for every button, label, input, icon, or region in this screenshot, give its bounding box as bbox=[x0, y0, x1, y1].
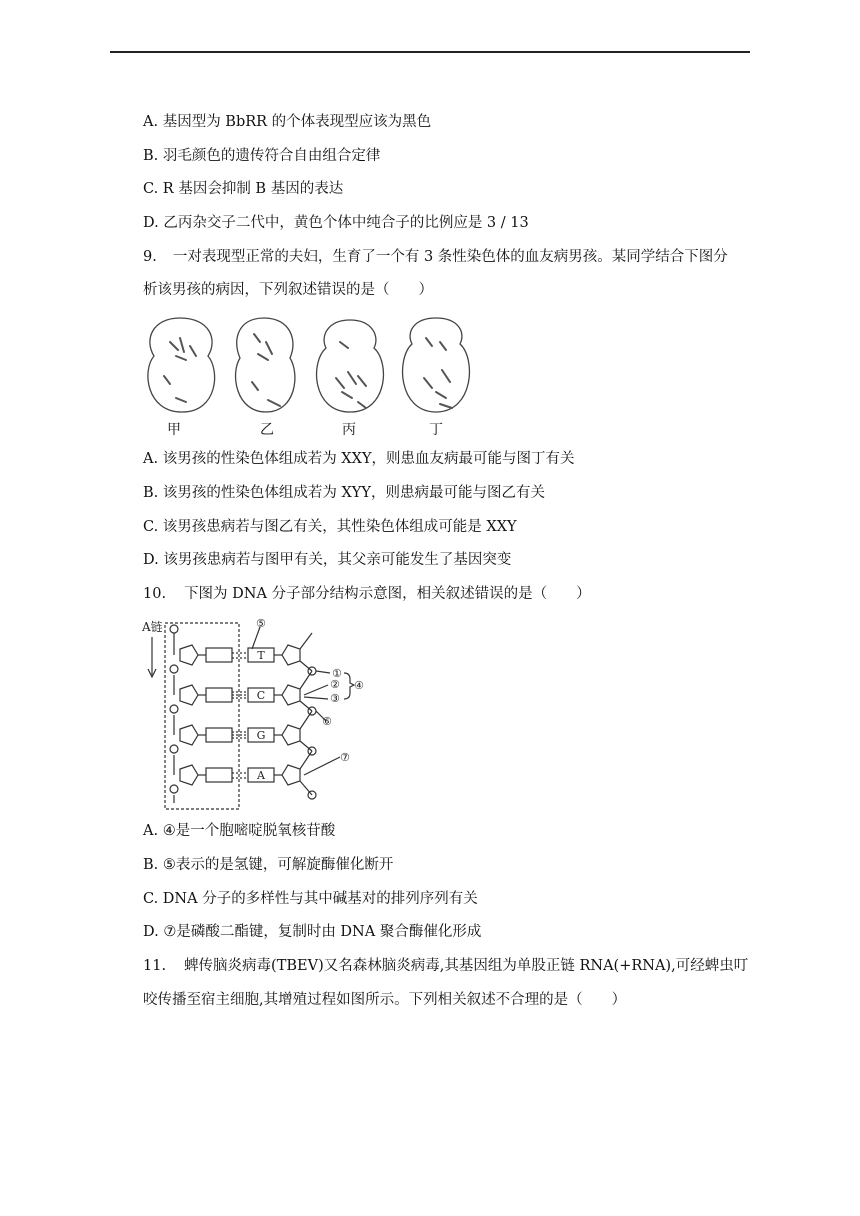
q11-stem-line1 bbox=[143, 956, 748, 976]
q11-stem-line2: 咬传播至宿主细胞,其增殖过程如图所示。下列相关叙述不合理的是（ ） bbox=[143, 992, 627, 1008]
q9-figure-label-bing: 丙 bbox=[342, 422, 356, 438]
base-label-c: C bbox=[256, 689, 266, 702]
marker-5: ⑤ bbox=[256, 617, 266, 630]
q8-option-d: D. 乙丙杂交子二代中，黄色个体中纯合子的比例应是 3 / 13 bbox=[143, 215, 529, 231]
base-label-a: A bbox=[257, 769, 265, 782]
q9-stem-text1: 一对表现型正常的夫妇，生育了一个有 3 条性染色体的血友病男孩。某同学结合下图分 bbox=[172, 249, 728, 265]
q9-figure-label-ding: 丁 bbox=[429, 422, 443, 438]
q10-stem-line bbox=[143, 584, 591, 604]
q10-option-d: D. ⑦是磷酸二酯键，复制时由 DNA 聚合酶催化形成 bbox=[143, 924, 482, 940]
q9-figure-label-yi: 乙 bbox=[260, 422, 274, 438]
q8-option-a: A. 基因型为 BbRR 的个体表现型应该为黑色 bbox=[143, 114, 432, 130]
marker-4: ④ bbox=[354, 679, 364, 692]
q10-number: 10. bbox=[143, 586, 167, 602]
q9-stem-line1 bbox=[143, 247, 728, 267]
dna-chain-label: A链 bbox=[142, 620, 163, 634]
q10-option-c: C. DNA 分子的多样性与其中碱基对的排列序列有关 bbox=[143, 891, 478, 907]
q9-option-a: A. 该男孩的性染色体组成若为 XXY，则患血友病最可能与图丁有关 bbox=[143, 451, 575, 467]
marker-3: ③ bbox=[330, 692, 340, 705]
q9-stem-line2: 析该男孩的病因，下列叙述错误的是（ ） bbox=[143, 282, 433, 298]
base-label-t: T bbox=[257, 649, 265, 662]
q10-dna-structure-figure bbox=[140, 615, 365, 813]
q8-option-b: B. 羽毛颜色的遗传符合自由组合定律 bbox=[143, 148, 381, 164]
marker-6: ⑥ bbox=[322, 715, 332, 728]
marker-7: ⑦ bbox=[340, 751, 350, 764]
header-rule bbox=[110, 51, 750, 53]
q11-number: 11. bbox=[143, 958, 167, 974]
q8-option-c: C. R 基因会抑制 B 基因的表达 bbox=[143, 181, 344, 197]
q9-cell-division-figure bbox=[140, 312, 480, 418]
q9-number: 9. bbox=[143, 249, 157, 265]
marker-1: ① bbox=[332, 667, 342, 680]
marker-2: ② bbox=[330, 678, 340, 691]
q11-stem-text1: 蜱传脑炎病毒(TBEV)又名森林脑炎病毒,其基因组为单股正链 RNA(+RNA),可经蜱虫叮 bbox=[184, 958, 749, 974]
q9-option-b: B. 该男孩的性染色体组成若为 XYY，则患病最可能与图乙有关 bbox=[143, 485, 545, 501]
base-label-g: G bbox=[256, 729, 266, 742]
q9-figure-label-jia: 甲 bbox=[167, 422, 181, 438]
q10-stem-text: 下图为 DNA 分子部分结构示意图，相关叙述错误的是（ ） bbox=[184, 586, 591, 602]
q10-option-b: B. ⑤表示的是氢键，可解旋酶催化断开 bbox=[143, 857, 394, 873]
q9-option-c: C. 该男孩患病若与图乙有关，其性染色体组成可能是 XXY bbox=[143, 519, 517, 535]
q9-option-d: D. 该男孩患病若与图甲有关，其父亲可能发生了基因突变 bbox=[143, 552, 512, 568]
q10-option-a: A. ④是一个胞嘧啶脱氧核苷酸 bbox=[143, 823, 336, 839]
